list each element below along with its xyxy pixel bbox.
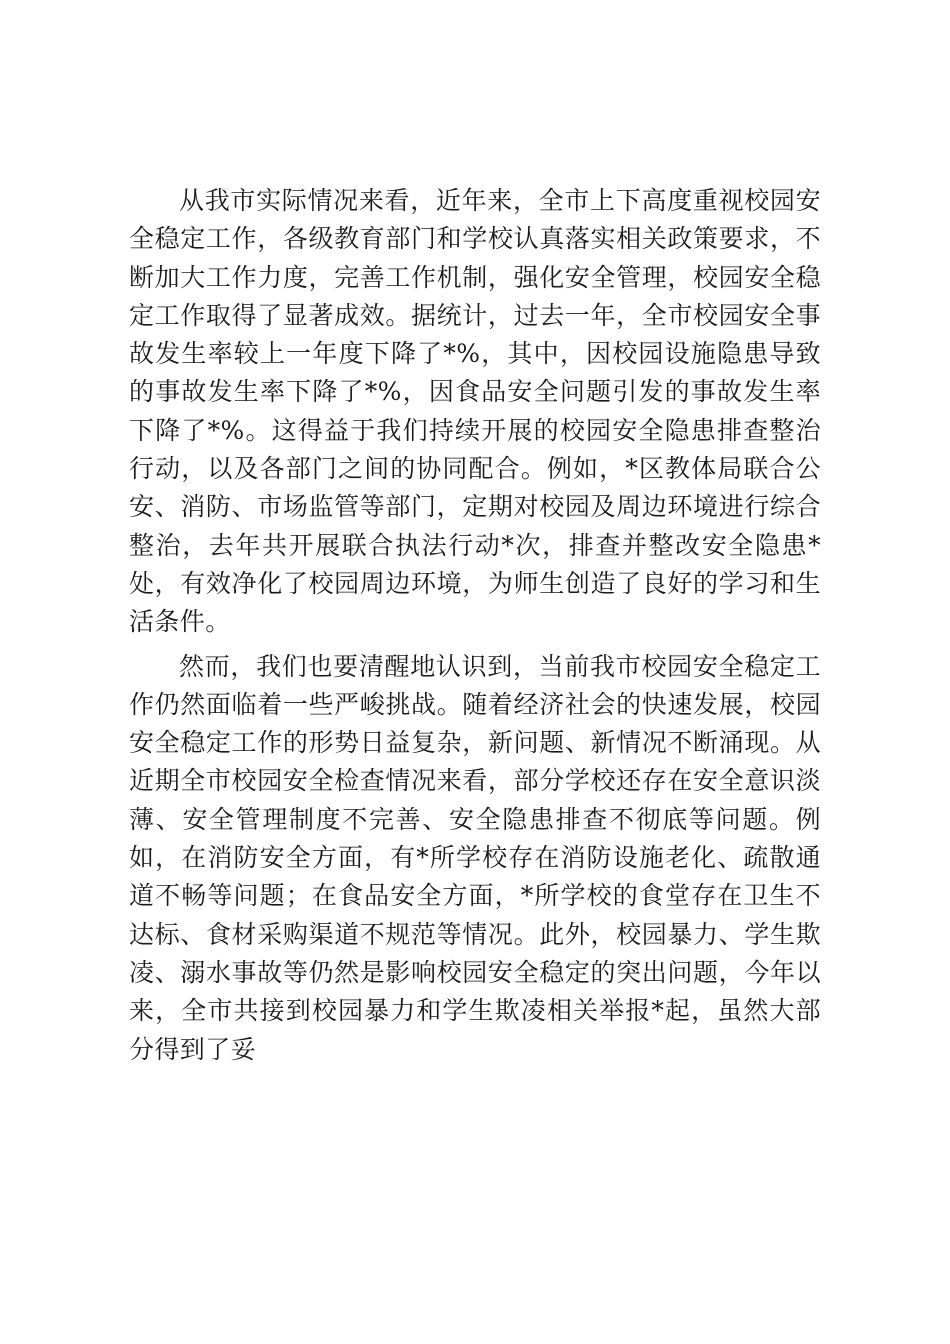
document-body: [129, 182, 821, 1075]
paragraph-2: 然而，我们也要清醒地认识到，当前我市校园安全稳定工作仍然面临着一些严峻挑战。随着经济社会的快速发展，校园安全稳定工作的形势日益复杂，新问题、新情况不断涌现。从近期全市校园安全检查情况来看，部分学校还存在安全意识淡薄、安全管理制度不完善、安全隐患排查不彻底等问题。例如，在消防安全方面，有*所学校存在消防设施老化、疏散通道不畅等问题；在食品安全方面，*所学校的食堂存在卫生不达标、食材采购渠道不规范等情况。此外，校园暴力、学生欺凌、溺水事故等仍然是影响校园安全稳定的突出问题，今年以来，全市共接到校园暴力和学生欺凌相关举报*起，虽然大部分得到了妥: [129, 651, 821, 1064]
paragraph-1: 从我市实际情况来看，近年来，全市上下高度重视校园安全稳定工作，各级教育部门和学校认真落实相关政策要求，不断加大工作力度，完善工作机制，强化安全管理，校园安全稳定工作取得了显著成效。据统计，过去一年，全市校园安全事故发生率较上一年度下降了*%，其中，因校园设施隐患导致的事故发生率下降了*%，因食品安全问题引发的事故发生率下降了*%。这得益于我们持续开展的校园安全隐患排查整治行动，以及各部门之间的协同配合。例如，*区教体局联合公安、消防、市场监管等部门，定期对校园及周边环境进行综合整治，去年共开展联合执法行动*次，排查并整改安全隐患*处，有效净化了校园周边环境，为师生创造了良好的学习和生活条件。: [129, 186, 821, 637]
